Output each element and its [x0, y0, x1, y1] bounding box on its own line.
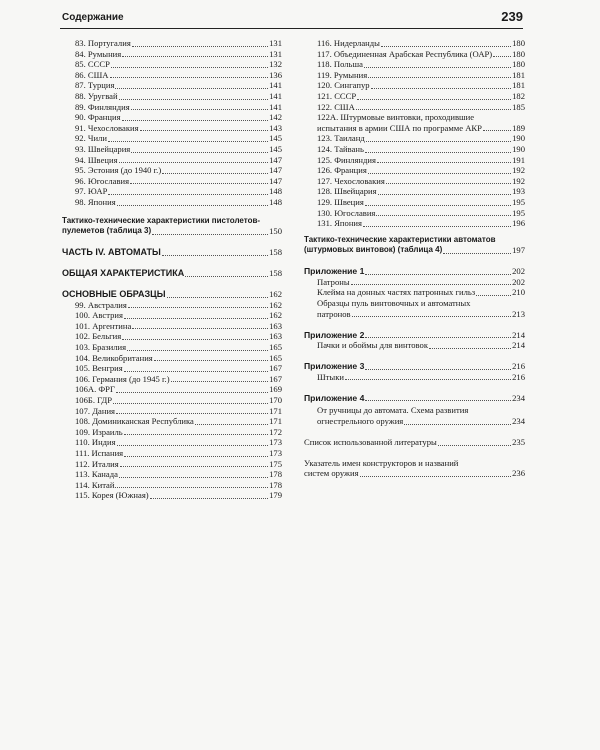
- leader-dots: [132, 328, 268, 329]
- toc-entry[interactable]: [62, 363, 282, 374]
- toc-entry[interactable]: [62, 469, 282, 480]
- toc-entry[interactable]: [62, 310, 282, 321]
- toc-entry-text: 108. Доминиканская Республика: [75, 416, 194, 427]
- leader-dots: [378, 194, 512, 195]
- page-header: [60, 8, 523, 29]
- toc-entry[interactable]: [62, 70, 282, 81]
- section-title: Содержание: [62, 12, 124, 23]
- leader-dots: [364, 67, 511, 68]
- leader-dots: [122, 120, 269, 121]
- leader-dots: [116, 413, 268, 414]
- leader-dots: [371, 88, 512, 89]
- toc-entry-text: испытания в армии США по программе АКР: [317, 122, 482, 133]
- toc-entry-text: 109. Израиль: [75, 426, 123, 437]
- toc-entry-literature[interactable]: [304, 437, 525, 448]
- leader-dots: [122, 56, 268, 57]
- toc-page-number: 196: [512, 218, 525, 229]
- toc-entry-general[interactable]: [62, 268, 282, 279]
- toc-entry-text: 85. СССР: [75, 59, 110, 70]
- toc-entry[interactable]: [304, 59, 525, 70]
- toc-page-number: 178: [269, 469, 282, 480]
- toc-page-number: 173: [269, 448, 282, 458]
- toc-entry-text: 127. Чехословакия: [317, 175, 385, 186]
- toc-page-number: 131: [269, 48, 282, 59]
- leader-dots: [127, 350, 268, 351]
- toc-entry-text: 101. Аргентина: [75, 320, 132, 331]
- toc-entry-text: От ручницы до автомата. Схема развития: [317, 405, 469, 416]
- toc-entry[interactable]: [62, 416, 282, 427]
- toc-page-number: 185: [512, 101, 525, 112]
- toc-page-number: 148: [269, 196, 282, 207]
- toc-entry-ttx-table3[interactable]: [62, 216, 282, 237]
- toc-entry-text: 119. Румыния: [317, 69, 368, 80]
- toc-entry[interactable]: [304, 155, 525, 166]
- leader-dots: [113, 403, 268, 404]
- toc-page-number: 172: [269, 426, 282, 437]
- toc-entry-text: Образцы пуль винтовочных и автоматных: [317, 298, 471, 309]
- leader-dots: [351, 284, 511, 285]
- toc-entry[interactable]: [62, 59, 282, 70]
- toc-entry-text: 106А. ФРГ: [75, 384, 115, 395]
- toc-entry[interactable]: [62, 448, 282, 459]
- toc-entry-text: (штурмовых винтовок) (таблица 4): [304, 245, 443, 255]
- leader-dots: [377, 162, 511, 163]
- leader-dots: [195, 424, 268, 425]
- toc-entry-text: Приложение 1: [304, 266, 365, 277]
- toc-page-number: 142: [269, 112, 282, 123]
- toc-page-number: 195: [512, 207, 525, 218]
- toc-page-number: 190: [512, 143, 525, 154]
- toc-page-number: 197: [512, 245, 525, 256]
- toc-entry[interactable]: [304, 70, 525, 81]
- toc-page-number: 175: [269, 458, 282, 469]
- toc-entry-bullets[interactable]: [304, 298, 525, 319]
- toc-entry-text: Приложение 3: [304, 361, 365, 372]
- leader-dots: [368, 173, 511, 174]
- toc-entry-text: 106Б. ГДР: [75, 395, 112, 406]
- toc-entry-appendix2[interactable]: [304, 329, 525, 340]
- toc-page-number: 236: [512, 468, 525, 479]
- leader-dots: [154, 360, 268, 361]
- toc-entry-text: 131. Япония: [317, 218, 362, 229]
- toc-entry[interactable]: [304, 277, 525, 288]
- toc-entry-text: 83. Португалия: [75, 38, 131, 48]
- leader-dots: [376, 215, 511, 216]
- leader-dots: [110, 77, 269, 78]
- toc-page-number: 216: [512, 371, 525, 382]
- toc-entry-text: патронов: [317, 308, 351, 319]
- toc-entry[interactable]: [62, 165, 282, 176]
- toc-page-number: 150: [269, 226, 282, 237]
- toc-entry-index[interactable]: [304, 458, 525, 479]
- toc-entry[interactable]: [62, 342, 282, 353]
- toc-entry[interactable]: [304, 133, 525, 144]
- leader-dots: [365, 152, 511, 153]
- toc-entry[interactable]: [304, 208, 525, 219]
- toc-entry-text: Клейма на донных частях патронных гильз: [317, 287, 476, 298]
- toc-page-number: 214: [512, 329, 525, 340]
- toc-entry-text: Приложение 4: [304, 392, 365, 403]
- toc-entry-text: 99. Австралия: [75, 299, 127, 310]
- toc-entry[interactable]: [62, 186, 282, 197]
- toc-entry-main-samples[interactable]: [62, 289, 282, 300]
- toc-page-number: 234: [512, 416, 525, 427]
- toc-appendix1-items: [304, 277, 525, 298]
- toc-right-column: [304, 38, 525, 479]
- leader-dots: [150, 498, 268, 499]
- toc-entry-text: 100. Австрия: [75, 310, 123, 321]
- toc-page-number: 145: [269, 143, 282, 154]
- toc-entry-text: 126. Франция: [317, 165, 367, 176]
- toc-entry-text: Тактико-технические характеристики автоматов: [304, 234, 496, 244]
- toc-list-countries-d: [304, 133, 525, 228]
- toc-page-number: 147: [269, 154, 282, 165]
- toc-entry-text: ОСНОВНЫЕ ОБРАЗЦЫ: [62, 289, 166, 300]
- toc-entry-text: 123. Таиланд: [317, 133, 365, 144]
- toc-entry-text: 97. ЮАР: [75, 186, 108, 197]
- toc-page-number: 193: [512, 186, 525, 197]
- toc-entry[interactable]: [304, 144, 525, 155]
- toc-entry[interactable]: [62, 300, 282, 311]
- toc-entry[interactable]: [62, 374, 282, 385]
- leader-dots: [131, 152, 268, 153]
- toc-page-number: 234: [512, 392, 525, 403]
- toc-entry[interactable]: [62, 437, 282, 448]
- toc-entry[interactable]: [62, 427, 282, 438]
- toc-list-countries-c: [304, 38, 525, 112]
- toc-entry-text: 113. Канада: [75, 469, 118, 480]
- toc-entry[interactable]: [62, 480, 282, 491]
- toc-page-number: 202: [512, 266, 525, 277]
- toc-page-number: 163: [269, 320, 282, 331]
- toc-entry-text: 88. Уругвай: [75, 90, 118, 101]
- toc-entry[interactable]: [62, 197, 282, 208]
- toc-entry-text: 122А. Штурмовые винтовки, проходившие: [317, 112, 475, 123]
- toc-entry-text: огнестрельного оружия: [317, 416, 404, 427]
- leader-dots: [128, 307, 268, 308]
- leader-dots: [140, 130, 269, 131]
- leader-dots: [115, 487, 268, 488]
- toc-entry[interactable]: [304, 102, 525, 113]
- leader-dots: [117, 445, 269, 446]
- leader-dots: [131, 109, 268, 110]
- leader-dots: [130, 183, 268, 184]
- toc-page-number: 165: [269, 342, 282, 353]
- toc-page-number: 165: [269, 352, 282, 363]
- toc-entry[interactable]: [62, 331, 282, 342]
- toc-page-number: 202: [512, 276, 525, 287]
- toc-entry-text: пулеметов (таблица 3): [62, 226, 152, 236]
- toc-page-number: 171: [269, 405, 282, 416]
- toc-entry-text: Тактико-технические характеристики пистолетов-: [62, 215, 261, 225]
- toc-entry-text: 90. Франция: [75, 112, 121, 123]
- toc-entry-text: 89. Финляндия: [75, 101, 130, 112]
- toc-entry-text: Пачки и обоймы для винтовок: [317, 340, 429, 351]
- toc-entry-text: 104. Великобритания: [75, 352, 153, 363]
- toc-page-number: 192: [512, 165, 525, 176]
- toc-page-number: 141: [269, 90, 282, 101]
- toc-entry-text: 111. Испания: [75, 448, 124, 458]
- toc-appendix3-items: [304, 372, 525, 383]
- toc-entry[interactable]: [62, 490, 282, 501]
- toc-entry[interactable]: [304, 218, 525, 229]
- leader-dots: [493, 56, 511, 57]
- toc-entry[interactable]: [62, 321, 282, 332]
- toc-entry-text: 103. Бразилия: [75, 342, 127, 353]
- toc-entry[interactable]: [62, 102, 282, 113]
- toc-page-number: 173: [269, 437, 282, 448]
- toc-page-number: 163: [269, 331, 282, 342]
- toc-entry[interactable]: [304, 197, 525, 208]
- toc-entry-text: 129. Швеция: [317, 196, 364, 207]
- toc-entry-text: Список использованной литературы: [304, 437, 437, 448]
- toc-page-number: 147: [269, 175, 282, 186]
- leader-dots: [363, 226, 511, 227]
- toc-page-number: 162: [269, 310, 282, 321]
- toc-page-number: 210: [512, 287, 525, 298]
- toc-page-number: 181: [512, 80, 525, 91]
- toc-entry-appendix3[interactable]: [304, 361, 525, 372]
- toc-entry[interactable]: [62, 459, 282, 470]
- toc-entry-text: 87. Турция: [75, 80, 115, 91]
- toc-page-number: 145: [269, 133, 282, 144]
- toc-page-number: 158: [269, 268, 282, 279]
- toc-entry-text: 114. Китай: [75, 479, 115, 490]
- toc-page-number: 131: [269, 38, 282, 48]
- toc-page-number: 170: [269, 395, 282, 406]
- toc-entry-evolution[interactable]: [304, 405, 525, 426]
- page-number: 239: [501, 9, 523, 24]
- leader-dots: [357, 99, 511, 100]
- toc-list-countries-a: [62, 38, 282, 208]
- leader-dots: [345, 379, 511, 380]
- leader-dots: [124, 456, 268, 457]
- toc-page-number: 180: [512, 38, 525, 48]
- toc-page-number: 190: [512, 133, 525, 144]
- toc-entry-text: 110. Индия: [75, 437, 116, 448]
- toc-entry[interactable]: [304, 49, 525, 60]
- toc-page-number: 132: [269, 59, 282, 70]
- leader-dots: [476, 295, 511, 296]
- toc-entry[interactable]: [62, 49, 282, 60]
- leader-dots: [162, 173, 268, 174]
- leader-dots: [368, 77, 511, 78]
- toc-entry-text: 105. Венгрия: [75, 363, 123, 374]
- toc-entry-text: Приложение 2: [304, 329, 365, 340]
- toc-entry-text: 124. Тайвань: [317, 143, 364, 154]
- toc-entry[interactable]: [62, 155, 282, 166]
- leader-dots: [108, 141, 268, 142]
- toc-entry[interactable]: [62, 91, 282, 102]
- leader-dots: [132, 46, 268, 47]
- leader-dots: [124, 434, 268, 435]
- leader-dots: [365, 205, 511, 206]
- toc-page-number: 141: [269, 80, 282, 91]
- toc-entry[interactable]: [304, 91, 525, 102]
- toc-entry-text: 130. Югославия: [317, 207, 376, 218]
- toc-entry-text: 115. Корея (Южная): [75, 490, 149, 501]
- leader-dots: [119, 162, 269, 163]
- toc-entry[interactable]: [304, 80, 525, 91]
- toc-entry-text: 84. Румыния: [75, 48, 122, 59]
- leader-dots: [117, 205, 268, 206]
- toc-list-countries-b: [62, 300, 282, 501]
- toc-page-number: 141: [269, 101, 282, 112]
- leader-dots: [124, 318, 268, 319]
- toc-entry-text: 116. Нидерланды: [317, 38, 380, 48]
- leader-dots: [381, 46, 511, 47]
- toc-entry-text: ОБЩАЯ ХАРАКТЕРИСТИКА: [62, 268, 185, 279]
- toc-entry[interactable]: [62, 353, 282, 364]
- leader-dots: [386, 183, 511, 184]
- toc-entry[interactable]: [62, 144, 282, 155]
- toc-entry-122a[interactable]: [304, 112, 525, 133]
- toc-entry-text: Указатель имен конструкторов и названий: [304, 457, 459, 468]
- toc-page-number: 147: [269, 165, 282, 176]
- toc-page-number: 169: [269, 384, 282, 395]
- leader-dots: [122, 339, 268, 340]
- toc-page-number: 179: [269, 490, 282, 501]
- leader-dots: [366, 141, 511, 142]
- toc-entry-text: 95. Эстония (до 1940 г.): [75, 165, 162, 176]
- toc-page-number: 189: [512, 122, 525, 133]
- toc-entry-text: 96. Югославия: [75, 175, 130, 186]
- toc-entry[interactable]: [62, 395, 282, 406]
- toc-page-number: 181: [512, 69, 525, 80]
- toc-entry-text: 120. Сингапур: [317, 80, 370, 91]
- toc-entry-text: Патроны: [317, 276, 350, 287]
- toc-entry-text: 86. США: [75, 69, 109, 80]
- toc-page-number: 178: [269, 479, 282, 490]
- toc-entry[interactable]: [62, 133, 282, 144]
- toc-entry-text: систем оружия: [304, 468, 359, 479]
- toc-page-number: 136: [269, 69, 282, 80]
- toc-entry-text: 107. Дания: [75, 405, 116, 416]
- toc-entry-text: 121. СССР: [317, 90, 357, 101]
- toc-page-number: 148: [269, 186, 282, 197]
- toc-page-number: 162: [269, 299, 282, 310]
- toc-entry[interactable]: [304, 176, 525, 187]
- toc-page-number: 214: [512, 340, 525, 351]
- toc-page-number: 192: [512, 175, 525, 186]
- leader-dots: [108, 194, 268, 195]
- toc-entry-text: 94. Швеция: [75, 154, 118, 165]
- toc-entry-text: ЧАСТЬ IV. АВТОМАТЫ: [62, 247, 161, 258]
- toc-entry-part4[interactable]: [62, 247, 282, 258]
- toc-entry[interactable]: [62, 406, 282, 417]
- leader-dots: [116, 392, 268, 393]
- toc-entry[interactable]: [304, 186, 525, 197]
- toc-entry-text: Штыки: [317, 371, 344, 382]
- leader-dots: [119, 477, 268, 478]
- toc-entry[interactable]: [304, 372, 525, 383]
- toc-entry[interactable]: [62, 80, 282, 91]
- toc-entry[interactable]: [304, 287, 525, 298]
- toc-page-number: 167: [269, 373, 282, 384]
- toc-page-number: 180: [512, 59, 525, 70]
- toc-entry-appendix1[interactable]: [304, 266, 525, 277]
- toc-entry[interactable]: [304, 340, 525, 351]
- toc-entry[interactable]: [62, 123, 282, 134]
- toc-page-number: 191: [512, 154, 525, 165]
- toc-entry-text: 106. Германия (до 1945 г.): [75, 373, 170, 384]
- toc-page-number: 195: [512, 196, 525, 207]
- toc-entry-text: 112. Италия: [75, 458, 119, 469]
- toc-entry-appendix4[interactable]: [304, 392, 525, 403]
- toc-entry-text: 93. Швейцария: [75, 143, 131, 154]
- toc-entry-text: 125. Финляндия: [317, 154, 376, 165]
- leader-dots: [119, 99, 269, 100]
- toc-entry-text: 102. Бельгия: [75, 331, 122, 342]
- toc-page-number: 216: [512, 361, 525, 372]
- toc-entry-text: 91. Чехословакия: [75, 122, 139, 133]
- toc-entry[interactable]: [62, 38, 282, 49]
- toc-entry-ttx-table4[interactable]: [304, 235, 525, 256]
- leader-dots: [124, 371, 268, 372]
- toc-page-number: 182: [512, 90, 525, 101]
- toc-entry-text: 92. Чили: [75, 133, 107, 144]
- leader-dots: [111, 67, 268, 68]
- toc-page-number: 180: [512, 48, 525, 59]
- toc-entry[interactable]: [62, 176, 282, 187]
- toc-page-number: 235: [512, 437, 525, 448]
- toc-entry[interactable]: [62, 112, 282, 123]
- leader-dots: [120, 466, 268, 467]
- toc-entry[interactable]: [62, 384, 282, 395]
- toc-page-number: 171: [269, 416, 282, 427]
- toc-page-number: 143: [269, 122, 282, 133]
- toc-entry-text: 128. Швейцария: [317, 186, 377, 197]
- toc-entry-text: 122. США: [317, 101, 355, 112]
- leader-dots: [171, 381, 269, 382]
- toc-entry[interactable]: [304, 38, 525, 49]
- leader-dots: [429, 348, 511, 349]
- toc-page-number: 167: [269, 363, 282, 374]
- toc-appendix2-items: [304, 340, 525, 351]
- toc-entry-text: 117. Объединенная Арабская Республика (ОАР): [317, 48, 493, 59]
- leader-dots: [115, 88, 268, 89]
- toc-page-number: 213: [512, 308, 525, 319]
- toc-entry-text: 118. Польша: [317, 59, 363, 70]
- toc-entry-text: 98. Япония: [75, 196, 116, 207]
- toc-left-column: [62, 38, 282, 501]
- leader-dots: [356, 109, 511, 110]
- toc-page-number: 158: [269, 247, 282, 258]
- toc-page-number: 162: [269, 289, 282, 300]
- toc-entry[interactable]: [304, 165, 525, 176]
